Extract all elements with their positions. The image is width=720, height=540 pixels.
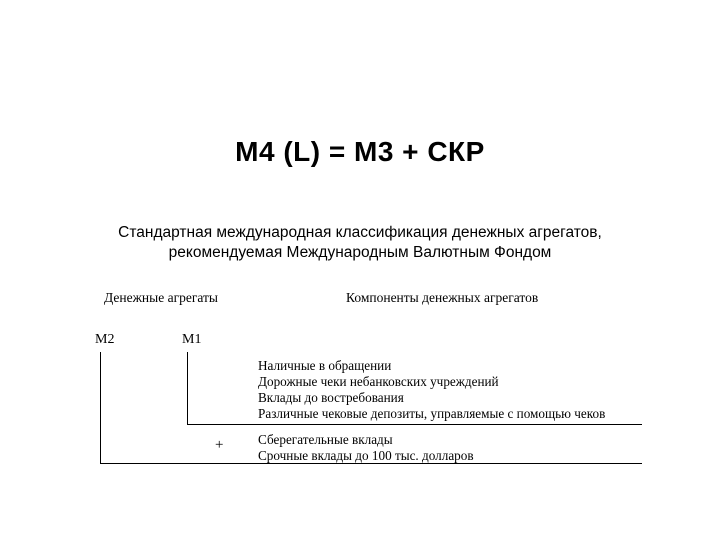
m1-component-demand-deposits: Вклады до востребования [258, 390, 404, 405]
subtitle-line-1: Стандартная международная классификация денежных агрегатов, [118, 224, 602, 241]
subtitle-line-2: рекомендуемая Международным Валютным Фондом [168, 244, 552, 261]
aggregate-label-m1: M1 [182, 332, 202, 347]
m2-component-time-deposits: Срочные вклады до 100 тыс. долларов [258, 448, 474, 463]
components-column-header: Компоненты денежных агрегатов [346, 290, 539, 305]
plus-sign: + [215, 437, 224, 453]
m1-component-check-deposits: Различные чековые депозиты, управляемые с помощью чеков [258, 406, 606, 421]
m1-bracket-horizontal [187, 424, 642, 425]
m1-bracket-vertical [187, 352, 188, 425]
m2-bracket-vertical [100, 352, 101, 464]
m1-component-travel-checks: Дорожные чеки небанковских учреждений [258, 374, 499, 389]
aggregate-label-m2: M2 [95, 332, 115, 347]
diagram-title: M4 (L) = M3 + СКР [235, 136, 485, 167]
m1-component-cash: Наличные в обращении [258, 358, 392, 373]
aggregates-column-header: Денежные агрегаты [104, 290, 218, 305]
m2-component-savings: Сберегательные вклады [258, 432, 393, 447]
